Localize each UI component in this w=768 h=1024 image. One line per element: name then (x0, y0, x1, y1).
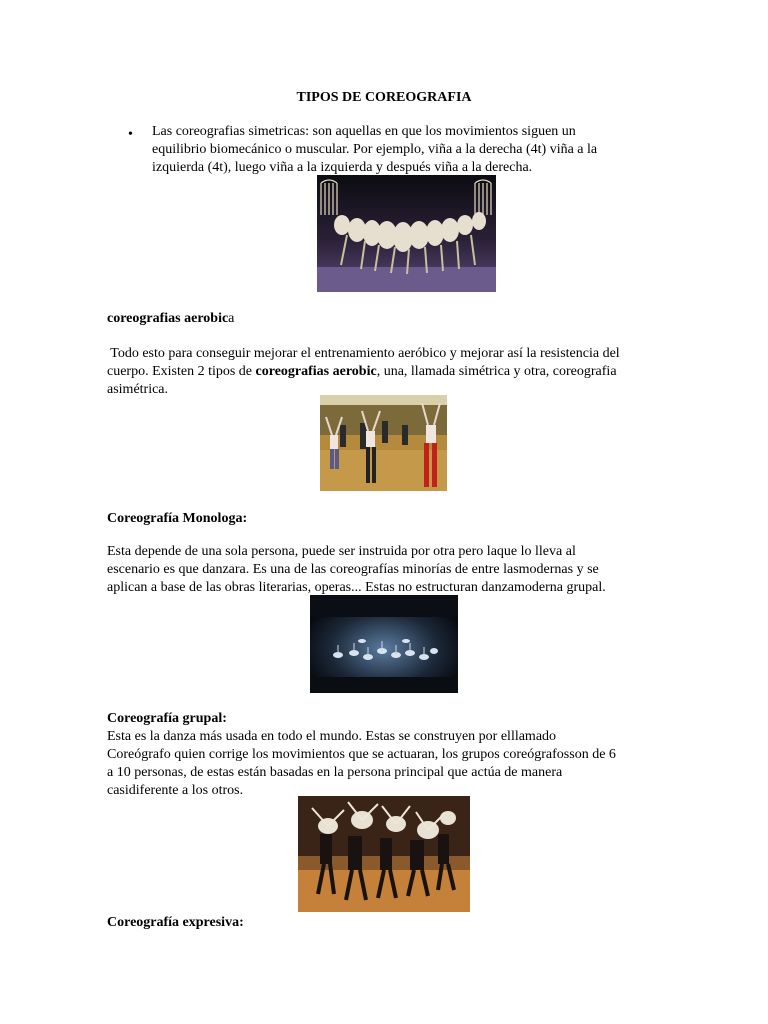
section-heading-grupal: Coreografía grupal: (107, 711, 227, 726)
paragraph-line: escenario es que danzara. Es una de las coreografías minorías de entre lasmodernas y se (107, 562, 599, 577)
paragraph-line: aplican a base de las obras literarias, operas... Estas no estructuran danzamoderna grupal. (107, 580, 606, 595)
paragraph-line: asimétrica. (107, 382, 169, 397)
document-title: TIPOS DE COREOGRAFIA (296, 90, 472, 105)
paragraph-line: Las coreografias simetricas: son aquellas en que los movimientos siguen un (152, 124, 576, 139)
aerobic-class-photo (320, 395, 447, 491)
paragraph-line: a 10 personas, de estas están basadas en la persona principal que actúa de manera (107, 765, 563, 780)
paragraph-segment: cuerpo. Existen 2 tipos de (107, 364, 256, 379)
section-heading-aerobic (107, 310, 234, 328)
group-choreography-photo (298, 796, 470, 912)
monologa-stage-photo (310, 595, 458, 693)
paragraph-segment: , una, llamada simétrica y otra, coreografia (376, 364, 617, 379)
paragraph-line: Todo esto para conseguir mejorar el entrenamiento aeróbico y mejorar así la resistencia del (107, 346, 620, 361)
heading-bold-text: coreografias aerobic (107, 311, 229, 326)
paragraph-line: equilibrio biomecánico o muscular. Por ejemplo, viña a la derecha (4t) viña a la (152, 142, 598, 157)
paragraph-line: Esta depende de una sola persona, puede ser instruida por otra pero laque lo lleva al (107, 544, 576, 559)
paragraph-line: Coreógrafo quien corrige los movimientos que se actuaran, los grupos coreógrafosson de 6 (107, 747, 616, 762)
paragraph-line (107, 363, 617, 381)
symmetric-choreography-photo (317, 175, 496, 292)
paragraph-line: casidiferente a los otros. (107, 783, 244, 798)
heading-tail-text: a (228, 311, 235, 326)
section-heading-monologa: Coreografía Monologa: (107, 511, 248, 526)
section-heading-expresiva: Coreografía expresiva: (107, 915, 244, 930)
paragraph-line: Esta es la danza más usada en todo el mundo. Estas se construyen por elllamado (107, 729, 557, 744)
paragraph-line: izquierda (4t), luego viña a la izquierda y después viña a la derecha. (152, 160, 533, 175)
paragraph-bold-segment: coreografias aerobic (255, 364, 377, 379)
bullet-marker: • (128, 127, 133, 142)
